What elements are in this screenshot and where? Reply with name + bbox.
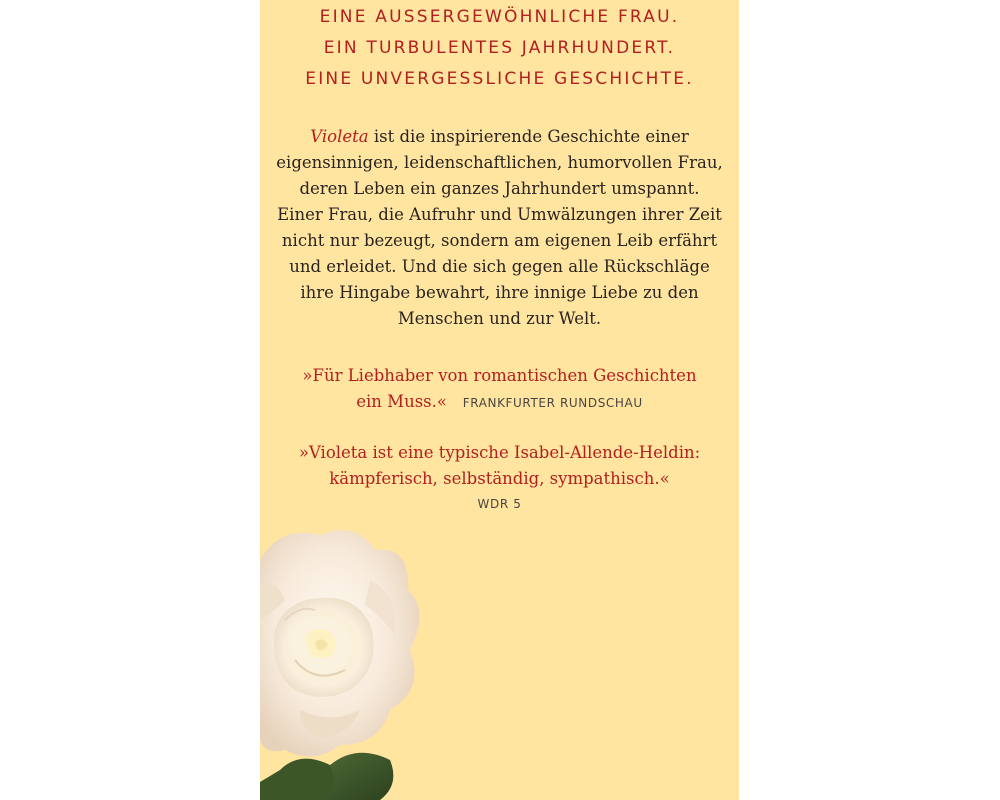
review-quote-2: [260, 440, 739, 514]
review-quote-1-text-end: ein Muss.«: [356, 392, 447, 411]
headline-line-1: EINE AUSSERGEWÖHNLICHE FRAU.: [319, 7, 680, 27]
blurb-line-7: ihre Hingabe bewahrt, ihre innige Liebe zu den: [300, 283, 699, 302]
blurb-line-1-rest: ist die inspirierende Geschichte einer: [368, 127, 689, 146]
blurb-line-4: Einer Frau, die Aufruhr und Umwälzungen ihrer Zeit: [277, 205, 722, 224]
review-quote-2-line-1: »Violeta ist eine typische Isabel-Allende-Heldin:: [298, 443, 701, 462]
blurb-line-1: [260, 124, 739, 150]
blurb-line-5: nicht nur bezeugt, sondern am eigenen Leib erfährt: [281, 231, 718, 250]
review-quote-1-line-2: [260, 389, 739, 416]
blurb-text: [260, 124, 739, 332]
blurb-line-6: und erleidet. Und die sich gegen alle Rückschläge: [289, 257, 710, 276]
blurb-line-2: eigensinnigen, leidenschaftlichen, humorvollen Frau,: [276, 153, 723, 172]
headline-line-3: EINE UNVERGESSLICHE GESCHICHTE.: [305, 69, 694, 89]
blurb-line-8: Menschen und zur Welt.: [397, 309, 602, 328]
book-title-word: Violeta: [310, 127, 369, 146]
book-back-cover: [260, 0, 739, 800]
review-source-2: WDR 5: [477, 497, 522, 511]
review-source-1: FRANKFURTER RUNDSCHAU: [462, 396, 643, 410]
headline: [260, 2, 739, 95]
headline-line-2: EIN TURBULENTES JAHRHUNDERT.: [323, 38, 676, 58]
review-quote-1: [260, 363, 739, 416]
review-quote-1-line-1: »Für Liebhaber von romantischen Geschichten: [302, 366, 697, 385]
review-quote-2-line-2: kämpferisch, selbständig, sympathisch.«: [329, 469, 670, 488]
camellia-flower-icon: [260, 520, 460, 800]
blurb-line-3: deren Leben ein ganzes Jahrhundert umspannt.: [299, 179, 700, 198]
